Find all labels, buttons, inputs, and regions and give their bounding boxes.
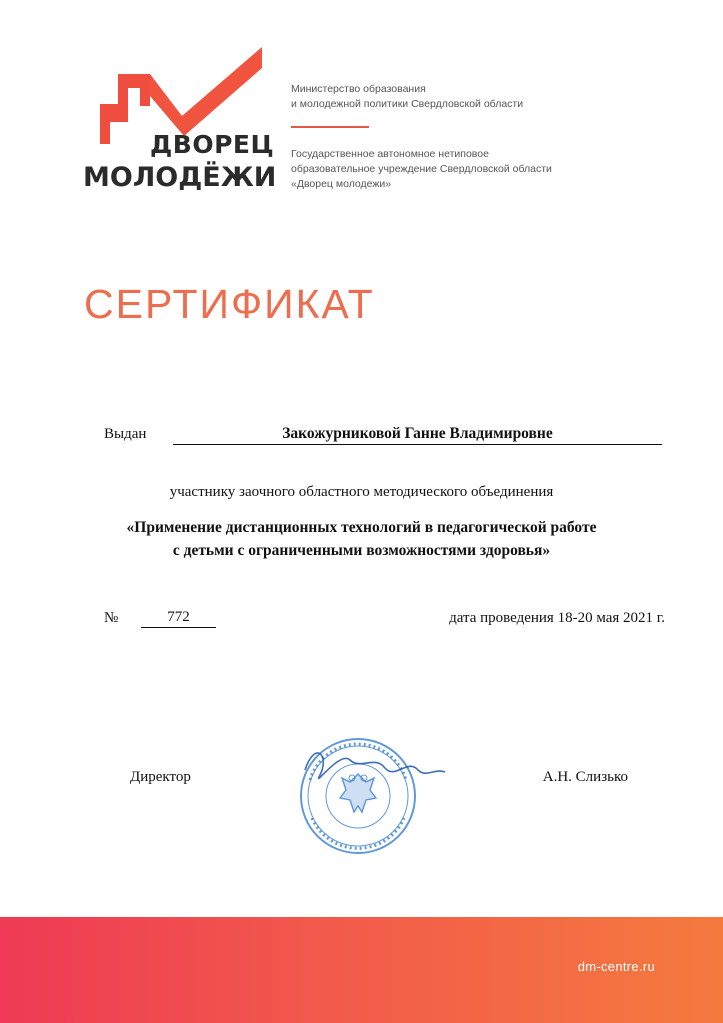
footer-website: dm-centre.ru xyxy=(577,959,655,974)
logo-text-line1: ДВОРЕЦ xyxy=(150,130,275,159)
program-title-line1: «Применение дистанционных технологий в педагогической работе xyxy=(126,519,597,536)
official-stamp-icon xyxy=(290,730,450,855)
header-divider xyxy=(291,126,369,128)
logo xyxy=(80,44,277,196)
ministry-name xyxy=(291,82,523,112)
footer-band xyxy=(0,917,723,1023)
ministry-line2: и молодежной политики Свердловской области xyxy=(291,98,524,110)
number-symbol: № xyxy=(104,610,119,626)
recipient-name: Закожурниковой Ганне Владимировне xyxy=(173,425,662,445)
director-name: А.Н. Слизько xyxy=(542,769,628,785)
participant-text: участнику заочного областного методического объединения xyxy=(169,484,554,500)
event-date: дата проведения 18-20 мая 2021 г. xyxy=(449,610,665,626)
institution-line1: Государственное автономное нетиповое xyxy=(291,148,489,160)
institution-name xyxy=(291,147,552,192)
certificate-number: 772 xyxy=(141,609,216,628)
issued-label: Выдан xyxy=(104,426,147,442)
ministry-line1: Министерство образования xyxy=(291,83,426,95)
program-title xyxy=(0,516,723,562)
director-title: Директор xyxy=(130,769,191,785)
program-title-line2: с детьми с ограниченными возможностями здоровья» xyxy=(172,542,551,559)
institution-line3: «Дворец молодежи» xyxy=(291,178,392,190)
logo-mark-icon xyxy=(80,44,270,144)
logo-text-line2: МОЛОДЁЖИ xyxy=(83,162,277,193)
certificate-title: СЕРТИФИКАТ xyxy=(84,281,375,327)
institution-line2: образовательное учреждение Свердловской области xyxy=(291,163,552,175)
